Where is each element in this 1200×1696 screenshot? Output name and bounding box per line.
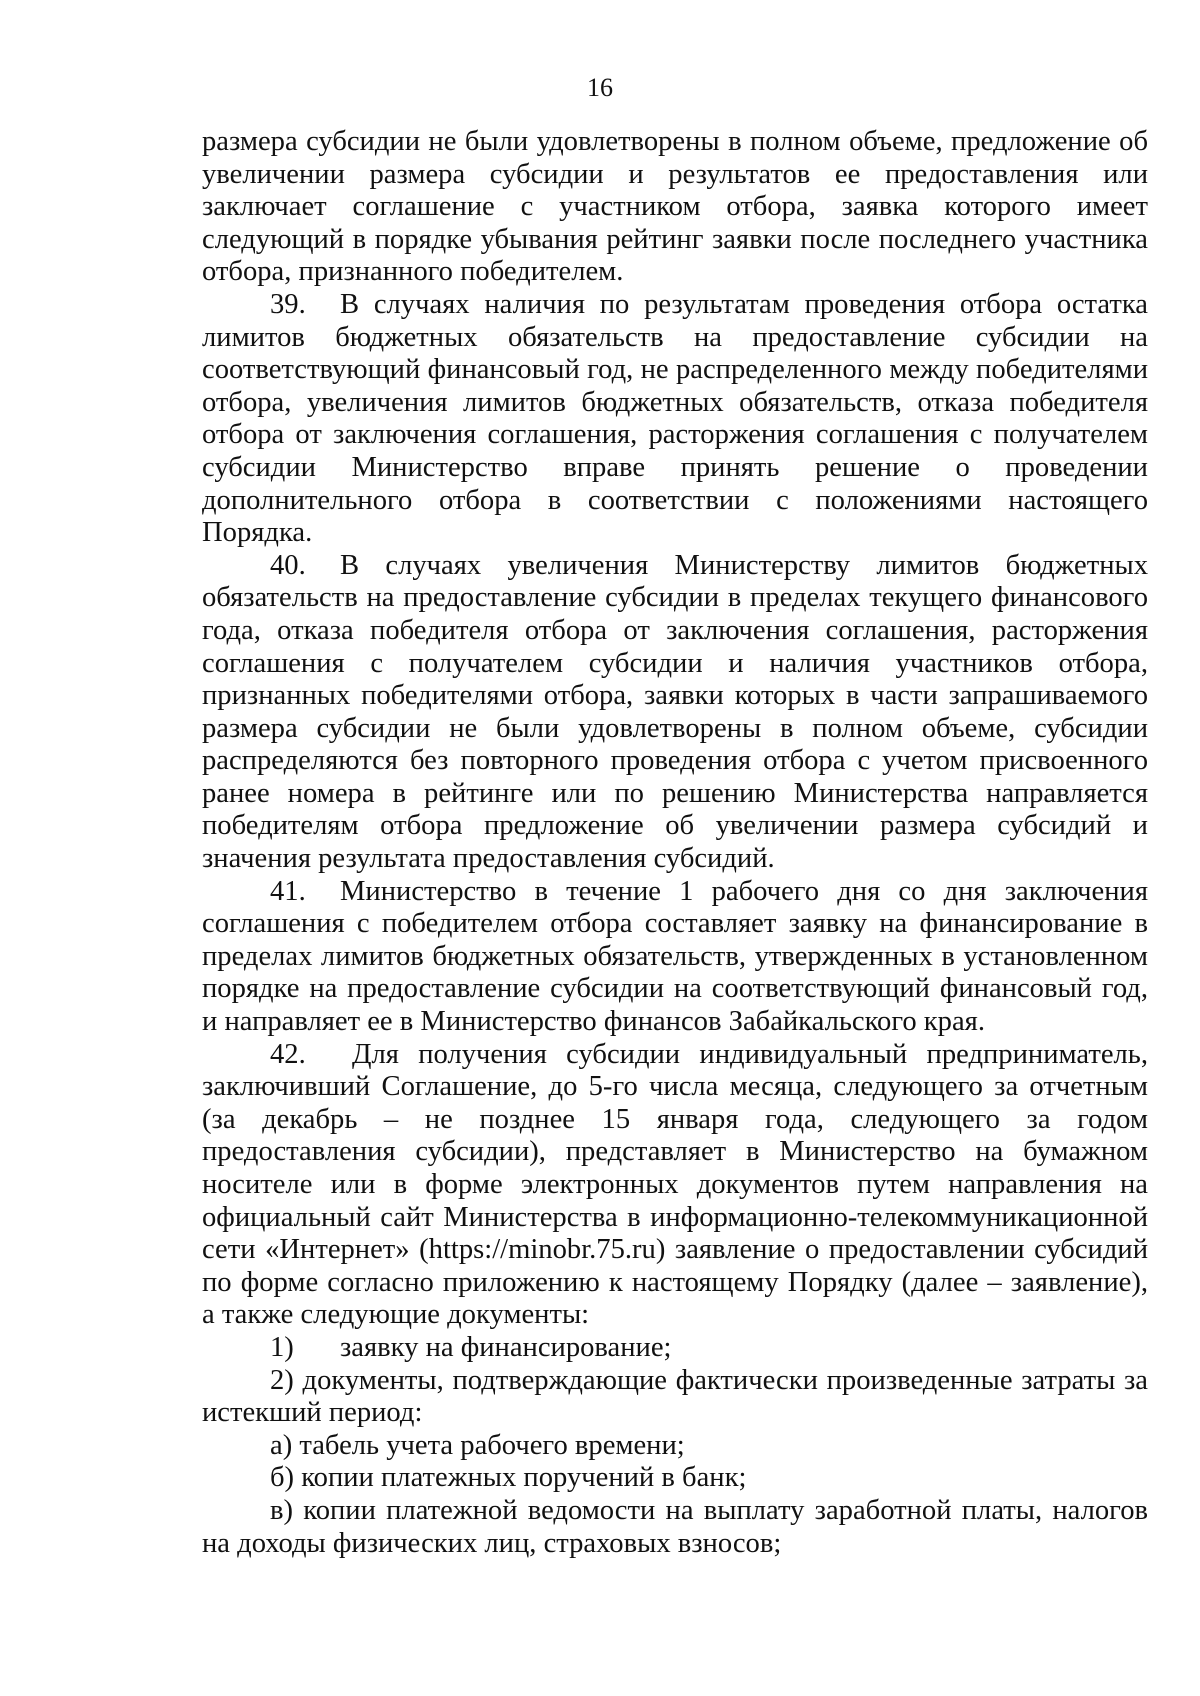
- paragraph-number: 39.: [270, 288, 306, 320]
- list-item-text: в) копии платежной ведомости на выплату заработной платы, налогов на доходы физических лиц, страховых взносов;: [202, 1494, 1148, 1559]
- paragraph-continuation: [202, 126, 1148, 289]
- document-body: [202, 126, 1148, 1560]
- paragraph-text: Министерство в течение 1 рабочего дня со дня заключения соглашения с победителем отбора составляет заявку на финансирование в пределах лимитов бюджетных обязательств, утвержденных в установленном порядке на предоставление субсидии на соответствующий финансовый год, и направляет ее в Министерство финансов Забайкальского края.: [202, 875, 1148, 1038]
- list-item-text: б) копии платежных поручений в банк;: [270, 1462, 747, 1494]
- list-item-1: [202, 1332, 1148, 1365]
- paragraph-number: 40.: [270, 549, 306, 581]
- page-number: 16: [587, 73, 613, 102]
- list-item-text: заявку на финансирование;: [340, 1331, 672, 1363]
- list-item-2b: [202, 1462, 1148, 1495]
- list-item-2: [202, 1365, 1148, 1430]
- list-item-text: а) табель учета рабочего времени;: [270, 1429, 685, 1461]
- paragraph-40: [202, 550, 1148, 876]
- list-item-2c: [202, 1495, 1148, 1560]
- paragraph-number: 42.: [270, 1038, 306, 1070]
- paragraph-39: [202, 289, 1148, 550]
- paragraph-number: 41.: [270, 875, 306, 907]
- list-item-2a: [202, 1430, 1148, 1463]
- paragraph-text: В случаях наличия по результатам проведения отбора остатка лимитов бюджетных обязательств на предоставление субсидии на соответствующий финансовый год, не распределенного между победителями отбора, увеличения лимитов бюджетных обязательств, отказа победителя отбора от заключения соглашения, расторжения соглашения с получателем субсидии Министерство вправе принять решение о проведении дополнительного отбора в соответствии с положениями настоящего Порядка.: [202, 288, 1148, 549]
- list-item-number: 1): [270, 1331, 294, 1363]
- paragraph-42: [202, 1039, 1148, 1332]
- paragraph-text: размера субсидии не были удовлетворены в полном объеме, предложение об увеличении размера субсидии и результатов ее предоставления или заключает соглашение с участником отбора, заявка которого имеет следующий в порядке убывания рейтинг заявки после последнего участника отбора, признанного победителем.: [202, 126, 1148, 288]
- paragraph-text: Для получения субсидии индивидуальный предприниматель, заключивший Соглашение, до 5-го числа месяца, следующего за отчетным (за декабрь – не позднее 15 января года, следующего за годом предоставления субсидии), представляет в Министерство на бумажном носителе или в форме электронных документов путем направления на официальный сайт Министерства в информационно-телекоммуникационной сети «Интернет» (https://minobr.75.ru) заявление о предоставлении субсидий по форме согласно приложению к настоящему Порядку (далее – заявление), а также следующие документы:: [202, 1038, 1148, 1331]
- list-item-text: 2) документы, подтверждающие фактически произведенные затраты за истекший период:: [202, 1364, 1148, 1429]
- paragraph-text: В случаях увеличения Министерству лимитов бюджетных обязательств на предоставление субсидии в пределах текущего финансового года, отказа победителя отбора от заключения соглашения, расторжения соглашения с получателем субсидии и наличия участников отбора, признанных победителями отбора, заявки которых в части запрашиваемого размера субсидии не были удовлетворены в полном объеме, субсидии распределяются без повторного проведения отбора с учетом присвоенного ранее номера в рейтинге или по решению Министерства направляется победителям отбора предложение об увеличении размера субсидий и значения результата предоставления субсидий.: [202, 549, 1148, 875]
- paragraph-41: [202, 876, 1148, 1039]
